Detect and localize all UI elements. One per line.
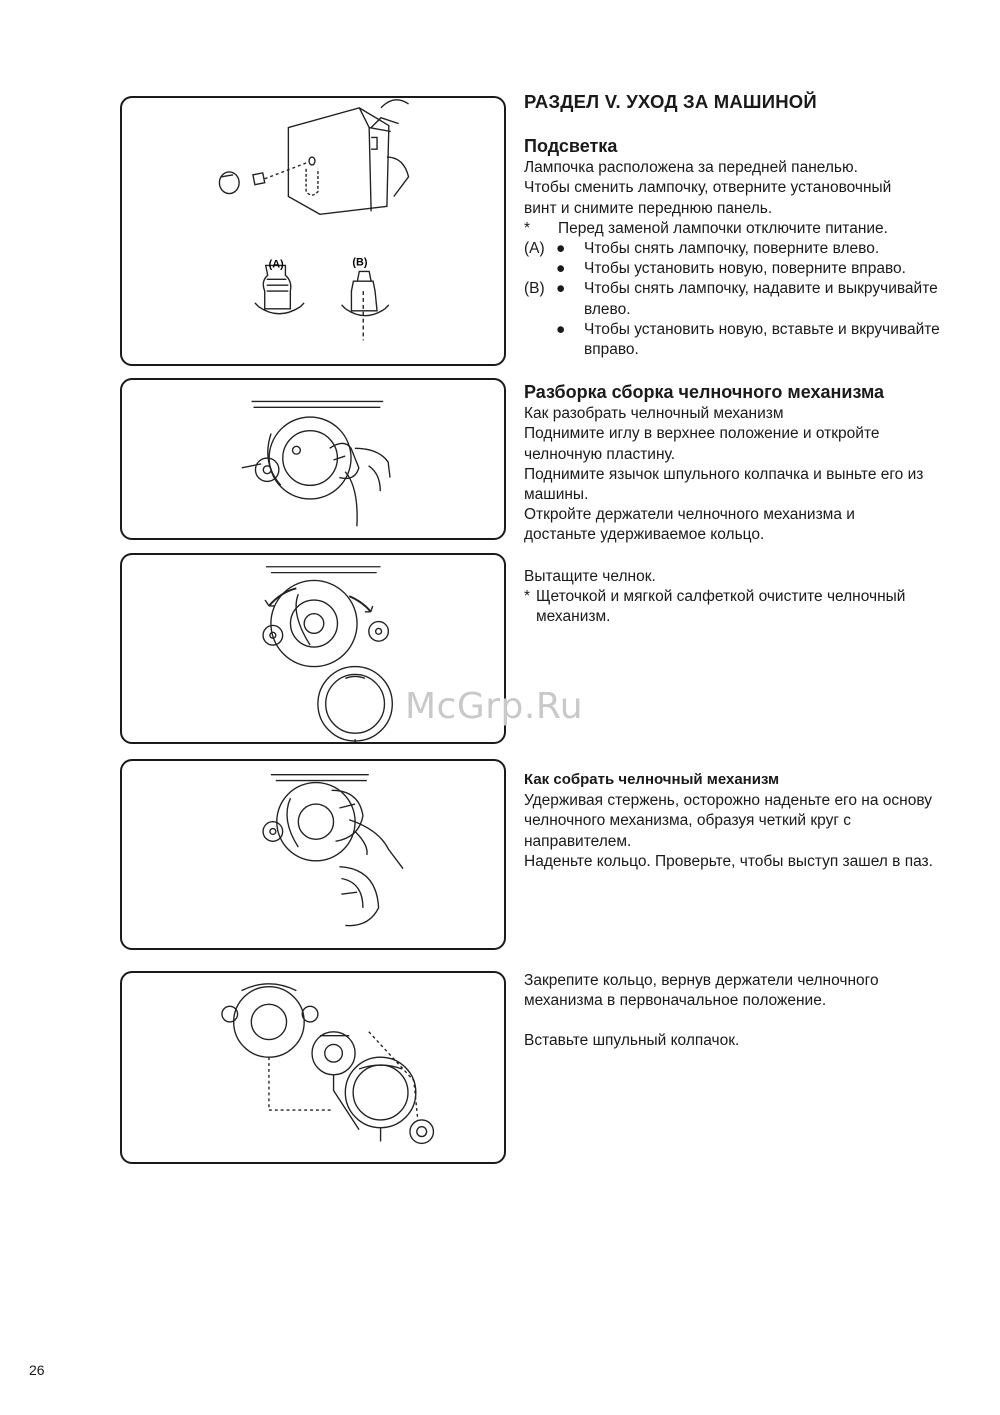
hook-assembly-illustration	[122, 761, 504, 948]
lighting-para-3: винт и снимите переднюю панель.	[524, 199, 773, 217]
section-title: РАЗДЕЛ V. УХОД ЗА МАШИНОЙ	[524, 91, 817, 112]
assembly-section	[524, 770, 960, 872]
disassembly-line-1: Как разобрать челночный механизм	[524, 405, 784, 423]
final-section	[524, 971, 964, 1052]
disassembly-continued	[524, 567, 964, 628]
note-star: *	[524, 219, 531, 237]
b-item-1: Чтобы снять лампочку, надавите и выкручивайте влево.	[584, 280, 938, 318]
parts-exploded-illustration	[122, 973, 504, 1162]
page-number: 26	[29, 1362, 45, 1378]
disassembly-section	[524, 382, 970, 546]
list-item-a1	[524, 239, 964, 259]
note-text: Перед заменой лампочки отключите питание.	[558, 219, 888, 237]
figure-label-a: (A)	[268, 258, 284, 271]
cleaning-note	[524, 587, 964, 627]
lamp-illustration	[122, 98, 504, 364]
bullet: ●	[556, 280, 566, 298]
assembly-line-1: Удерживая стержень, осторожно наденьте его на основу челночного механизма, образуя четкий круг с направителем.	[524, 792, 932, 850]
disassembly-line-3: Поднимите язычок шпульного колпачка и выньте его из машины.	[524, 465, 924, 504]
list-item-b1	[524, 279, 964, 319]
lighting-para-2: Чтобы сменить лампочку, отверните установочный	[524, 179, 892, 197]
disassembly-line-4: Откройте держатели челночного механизма и достаньте удерживаемое кольцо.	[524, 506, 855, 544]
disassembly-line-5: Вытащите челнок.	[524, 568, 656, 585]
label-b: (B)	[524, 280, 545, 298]
a-item-2: Чтобы установить новую, поверните вправо.	[584, 260, 906, 278]
figure-open-shuttle	[120, 378, 506, 540]
bullet: ●	[556, 260, 566, 278]
lighting-heading: Подсветка	[524, 136, 618, 156]
bullet: ●	[556, 240, 566, 258]
assembly-line-2: Наденьте кольцо. Проверьте, чтобы выступ зашел в паз.	[524, 852, 933, 870]
assembly-heading: Как собрать челночный механизм	[524, 771, 780, 788]
disassembly-heading: Разборка сборка челночного механизма	[524, 382, 885, 402]
figure-reassemble-parts	[120, 971, 506, 1164]
lighting-section	[524, 136, 964, 360]
list-item-b2	[524, 320, 964, 360]
list-item-a2	[524, 259, 964, 279]
watermark: McGrp.Ru	[405, 686, 584, 727]
figure-label-b: (B)	[352, 256, 368, 269]
final-line-2: Вставьте шпульный колпачок.	[524, 1032, 740, 1050]
figure-lamp-replacement	[120, 96, 506, 366]
note-star: *	[524, 588, 531, 606]
lighting-para-1: Лампочка расположена за передней панелью.	[524, 159, 858, 177]
figure-assemble-hook	[120, 759, 506, 950]
a-item-1: Чтобы снять лампочку, поверните влево.	[584, 240, 880, 258]
cleaning-note-text: Щеточкой и мягкой салфеткой очистите челночный механизм.	[536, 588, 906, 626]
bullet: ●	[556, 320, 566, 338]
b-item-2: Чтобы установить новую, вставьте и вкручивайте вправо.	[584, 320, 940, 359]
label-a: (A)	[524, 240, 545, 258]
lighting-note	[524, 219, 964, 239]
shuttle-open-illustration	[122, 380, 504, 538]
disassembly-line-2: Поднимите иглу в верхнее положение и откройте челночную пластину.	[524, 425, 880, 463]
final-line-1: Закрепите кольцо, вернув держатели челночного механизма в первоначальное положение.	[524, 972, 879, 1010]
